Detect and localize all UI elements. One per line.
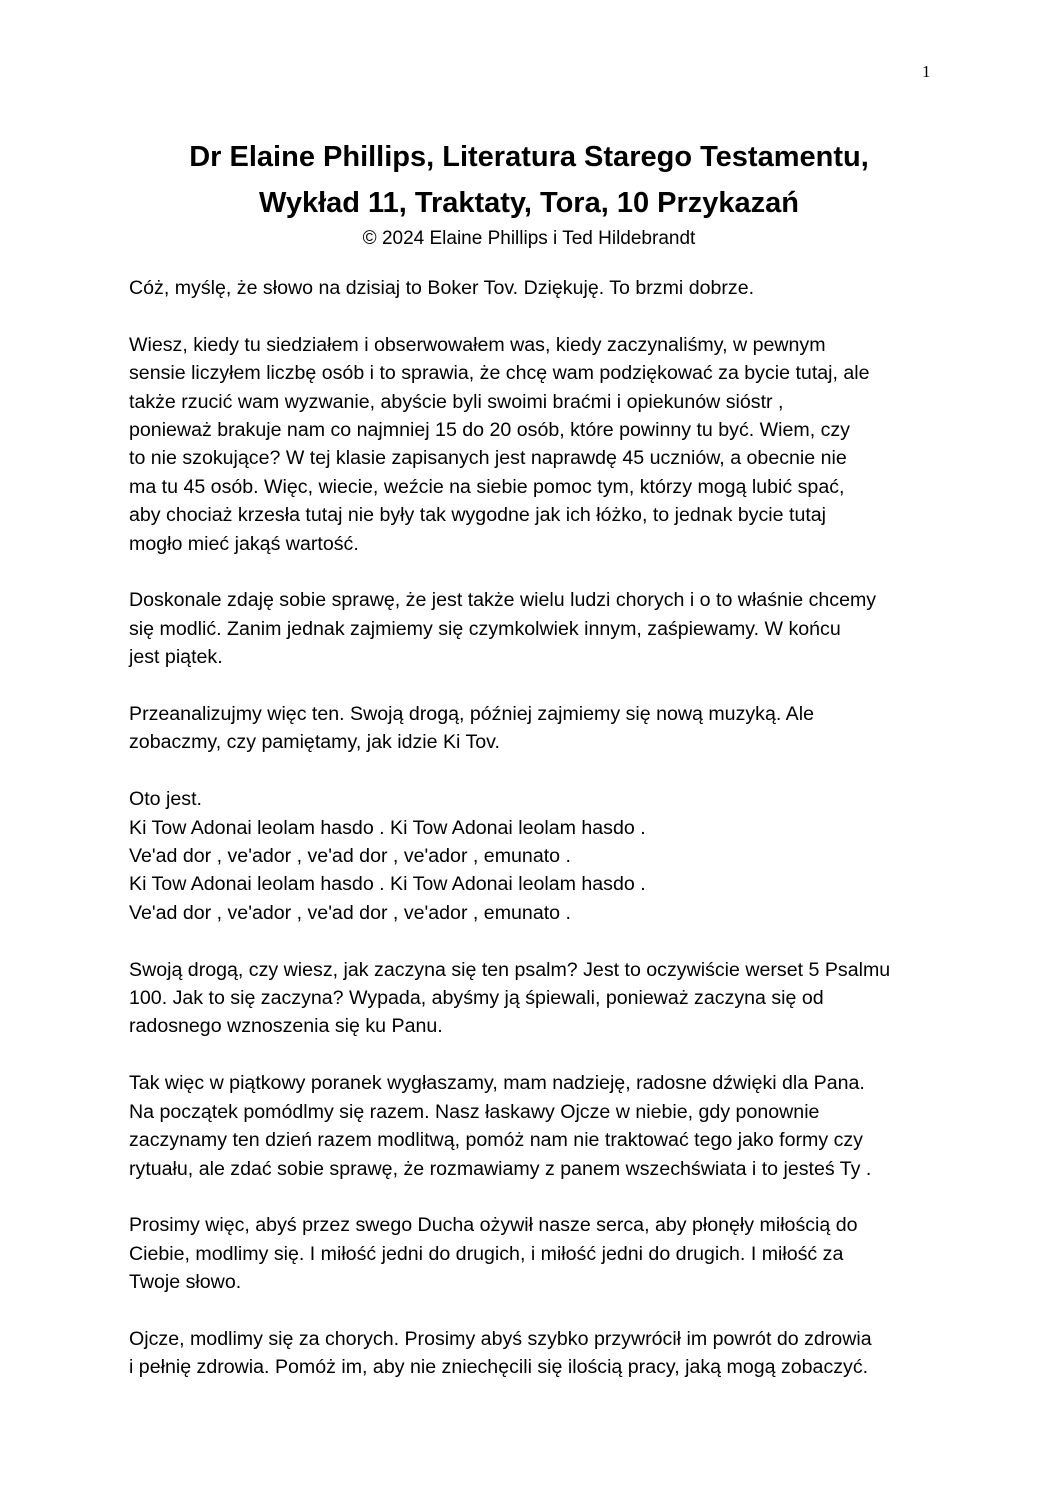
text-line: Cóż, myślę, że słowo na dzisiaj to Boker Tov. Dziękuję. To brzmi dobrze. bbox=[129, 277, 755, 299]
text-line: radosnego wznoszenia się ku Panu. bbox=[129, 1015, 443, 1038]
paragraph bbox=[129, 1211, 949, 1296]
text-line: Twoje słowo. bbox=[129, 1271, 242, 1294]
text-line: zobaczmy, czy pamiętamy, jak idzie Ki Tov. bbox=[129, 731, 500, 754]
paragraph bbox=[129, 700, 949, 757]
text-line: Doskonale zdaję sobie sprawę, że jest także wielu ludzi chorych i o to właśnie chcemy bbox=[129, 589, 877, 612]
text-line: Ciebie, modlimy się. I miłość jedni do drugich, i miłość jedni do drugich. I miłość za bbox=[129, 1242, 844, 1265]
text-line: to nie szokujące? W tej klasie zapisanych jest naprawdę 45 uczniów, a obecnie nie bbox=[129, 447, 847, 470]
text-line: jest piątek. bbox=[129, 646, 223, 669]
text-line: Ki Tow Adonai leolam hasdo . Ki Tow Adonai leolam hasdo . bbox=[129, 816, 646, 839]
text-line: Ojcze, modlimy się za chorych. Prosimy abyś szybko przywrócił im powrót do zdrowia bbox=[129, 1327, 872, 1350]
text-line: Swoją drogą, czy wiesz, jak zaczyna się ten psalm? Jest to oczywiście werset 5 Psalmu bbox=[129, 958, 891, 981]
text-line: ponieważ brakuje nam co najmniej 15 do 20 osób, które powinny tu być. Wiem, czy bbox=[129, 419, 850, 442]
text-line: Oto jest. bbox=[129, 788, 202, 811]
text-line: aby chociaż krzesła tutaj nie były tak wygodne jak ich łóżko, to jednak bycie tutaj bbox=[129, 504, 827, 527]
text-line: Prosimy więc, abyś przez swego Ducha ożywił nasze serca, aby płonęły miłością do bbox=[129, 1214, 858, 1237]
copyright-notice: © 2024 Elaine Phillips i Ted Hildebrandt bbox=[362, 228, 696, 249]
paragraph bbox=[129, 785, 949, 927]
text-line: Przeanalizujmy więc ten. Swoją drogą, później zajmiemy się nową muzyką. Ale bbox=[129, 703, 814, 726]
text-line: Ve'ad dor , ve'ador , ve'ad dor , ve'ador , emunato . bbox=[129, 845, 571, 868]
paragraph bbox=[129, 331, 949, 558]
document-title-line-1: Dr Elaine Phillips, Literatura Starego Testamentu, bbox=[189, 141, 869, 173]
paragraph bbox=[129, 586, 949, 671]
document-title-line-2: Wykład 11, Traktaty, Tora, 10 Przykazań bbox=[259, 187, 799, 219]
text-line: Tak więc w piątkowy poranek wygłaszamy, mam nadzieję, radosne dźwięki dla Pana. bbox=[129, 1072, 865, 1095]
paragraph bbox=[129, 1069, 949, 1183]
text-line: ma tu 45 osób. Więc, wiecie, weźcie na siebie pomoc tym, którzy mogą lubić spać, bbox=[129, 475, 845, 498]
text-line: sensie liczyłem liczbę osób i to sprawia, że chcę wam podziękować za bycie tutaj, ale bbox=[129, 362, 870, 385]
paragraph bbox=[129, 956, 949, 1041]
text-line: 100. Jak to się zaczyna? Wypada, abyśmy ją śpiewali, ponieważ zaczyna się od bbox=[129, 987, 824, 1010]
text-line: Wiesz, kiedy tu siedziałem i obserwowałem was, kiedy zaczynaliśmy, w pewnym bbox=[129, 333, 826, 356]
document-body bbox=[129, 274, 949, 1410]
text-line: Na początek pomódlmy się razem. Nasz łaskawy Ojcze w niebie, gdy ponownie bbox=[129, 1100, 820, 1123]
text-line: także rzucić wam wyzwanie, abyście byli swoimi braćmi i opiekunów sióstr , bbox=[129, 390, 784, 413]
text-line: mogło mieć jakąś wartość. bbox=[129, 532, 359, 555]
paragraph bbox=[129, 1325, 949, 1382]
page-number: 1 bbox=[922, 62, 931, 81]
text-line: Ve'ad dor , ve'ador , ve'ad dor , ve'ador , emunato . bbox=[129, 901, 571, 924]
text-line: rytuału, ale zdać sobie sprawę, że rozmawiamy z panem wszechświata i to jesteś Ty . bbox=[129, 1157, 872, 1180]
text-line: zaczynamy ten dzień razem modlitwą, pomóż nam nie traktować tego jako formy czy bbox=[129, 1129, 863, 1152]
paragraph bbox=[129, 274, 949, 302]
text-line: się modlić. Zanim jednak zajmiemy się czymkolwiek innym, zaśpiewamy. W końcu bbox=[129, 617, 841, 640]
title-block bbox=[0, 134, 1058, 252]
text-line: i pełnię zdrowia. Pomóż im, aby nie zniechęcili się ilością pracy, jaką mogą zobaczyć. bbox=[129, 1356, 869, 1379]
text-line: Ki Tow Adonai leolam hasdo . Ki Tow Adonai leolam hasdo . bbox=[129, 873, 646, 896]
